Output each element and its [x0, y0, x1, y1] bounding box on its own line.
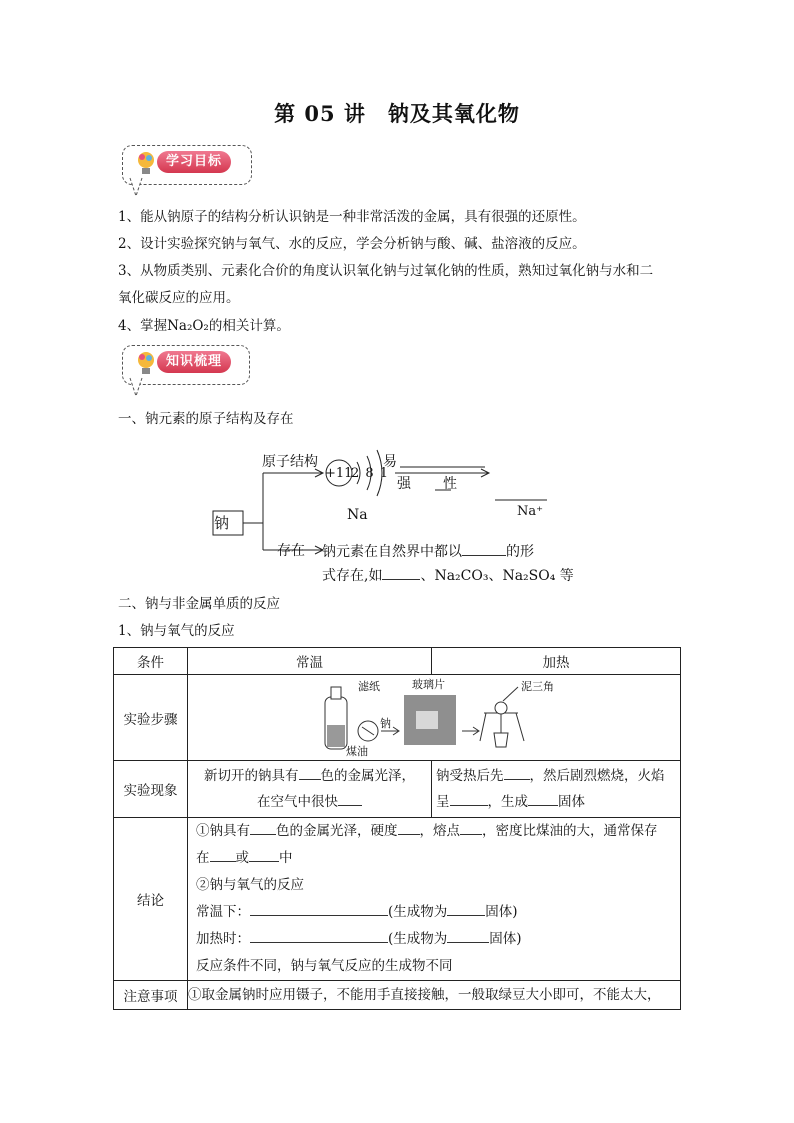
table-row: [114, 981, 681, 1010]
label-triangle: 泥三角: [521, 680, 554, 693]
sodium-oxygen-table: [113, 647, 681, 1010]
goal-item: 2、设计实验探究钠与氧气、水的反应，学会分析钠与酸、碱、盐溶液的反应。: [118, 236, 586, 252]
element-label: 钠: [214, 514, 230, 532]
fill-blank: [447, 901, 485, 916]
lightbulb-icon: [135, 350, 157, 378]
exist-line-2: 式存在,如 、Na₂CO₃、Na₂SO₄ 等: [322, 565, 574, 586]
fill-blank: [447, 928, 489, 943]
goal-item: 3、从物质类别、元素化合价的角度认识氧化钠与过氧化钠的性质，熟知过氧化钠与水和二: [118, 263, 654, 279]
fill-blank: [528, 791, 558, 806]
lamp-icon: [494, 733, 508, 747]
table-row: [114, 818, 681, 981]
table-row: [114, 675, 681, 761]
row-label: 结论: [114, 818, 188, 981]
branch-structure-label: 原子结构: [262, 454, 318, 470]
atom-label: Na: [347, 507, 368, 523]
fill-blank: [398, 820, 420, 835]
section-heading: 一、钠元素的原子结构及存在: [118, 411, 294, 427]
row-label: 实验步骤: [114, 675, 188, 761]
header-condition: 条件: [114, 648, 188, 675]
section-heading: 二、钠与非金属单质的反应: [118, 596, 280, 612]
goal-item: 氧化碳反应的应用。: [118, 290, 240, 306]
phenomenon-heating: 钠受热后先 ，然后剧烈燃烧，火焰 呈 ，生成 固体: [432, 761, 681, 818]
experiment-image: [188, 675, 681, 761]
table-header-row: [114, 648, 681, 675]
subsection-heading: 1、钠与氧气的反应: [118, 623, 235, 639]
fill-blank: [460, 820, 482, 835]
strong-prefix: 强: [397, 476, 411, 492]
goal-item: 1、能从钠原子的结构分析认识钠是一种非常活泼的金属，具有很强的还原性。: [118, 209, 586, 225]
phenomenon-normal: 新切开的钠具有 色的金属光泽， 在空气中很快: [188, 761, 432, 818]
row-label: 注意事项: [114, 981, 188, 1010]
branch-exist-label: 存在: [277, 543, 305, 559]
row-label: 实验现象: [114, 761, 188, 818]
fill-blank: [450, 791, 488, 806]
fill-blank: [382, 565, 420, 580]
table-row: [114, 761, 681, 818]
label-filter: 滤纸: [358, 680, 380, 693]
header-heating: 加热: [432, 648, 681, 675]
nucleus-charge: +11: [325, 466, 353, 481]
fill-blank: [250, 928, 388, 943]
bubble-tail: [118, 376, 148, 398]
bubble-tail: [118, 176, 148, 198]
goals-badge-label: 学习目标: [157, 151, 231, 173]
lightbulb-icon: [135, 150, 157, 178]
notes-cell: ①取金属钠时应用镊子，不能用手直接接触，一般取绿豆大小即可，不能太大，: [188, 981, 681, 1010]
fill-blank: [210, 847, 236, 862]
fill-blank: [250, 901, 388, 916]
fill-blank: [250, 820, 276, 835]
label-glass: 玻璃片: [412, 678, 445, 691]
ion-label: Na⁺: [517, 504, 543, 519]
page-title: 第 05 讲 钠及其氧化物: [274, 101, 520, 126]
fill-blank: [338, 791, 362, 806]
label-kerosene: 煤油: [346, 745, 368, 758]
exist-line-1: 钠元素在自然界中都以 的形: [322, 541, 534, 562]
fill-blank: [504, 765, 530, 780]
conclusion-cell: ①钠具有 色的金属光泽，硬度 ，熔点 ，密度比煤油的大，通常保存 在 或 中 ②钠与氧气的反应 常温下： (生成物为 固体) 加热时： (生成物为 固体) 反应条件不同，钠与氧气反应的生成物不同: [188, 818, 681, 981]
electron-shells: 2 8 1: [351, 466, 390, 481]
goal-item: 4、掌握Na₂O₂的相关计算。: [118, 318, 290, 334]
crucible-icon: [495, 702, 507, 714]
easy-label: 易: [383, 454, 397, 470]
fill-blank: [299, 765, 321, 780]
fill-blank: [249, 847, 279, 862]
label-sodium: 钠: [380, 717, 391, 730]
header-normal: 常温: [188, 648, 432, 675]
strong-suffix: 性: [443, 476, 457, 492]
knowledge-badge-label: 知识梳理: [157, 351, 231, 373]
fill-blank: [462, 541, 506, 556]
